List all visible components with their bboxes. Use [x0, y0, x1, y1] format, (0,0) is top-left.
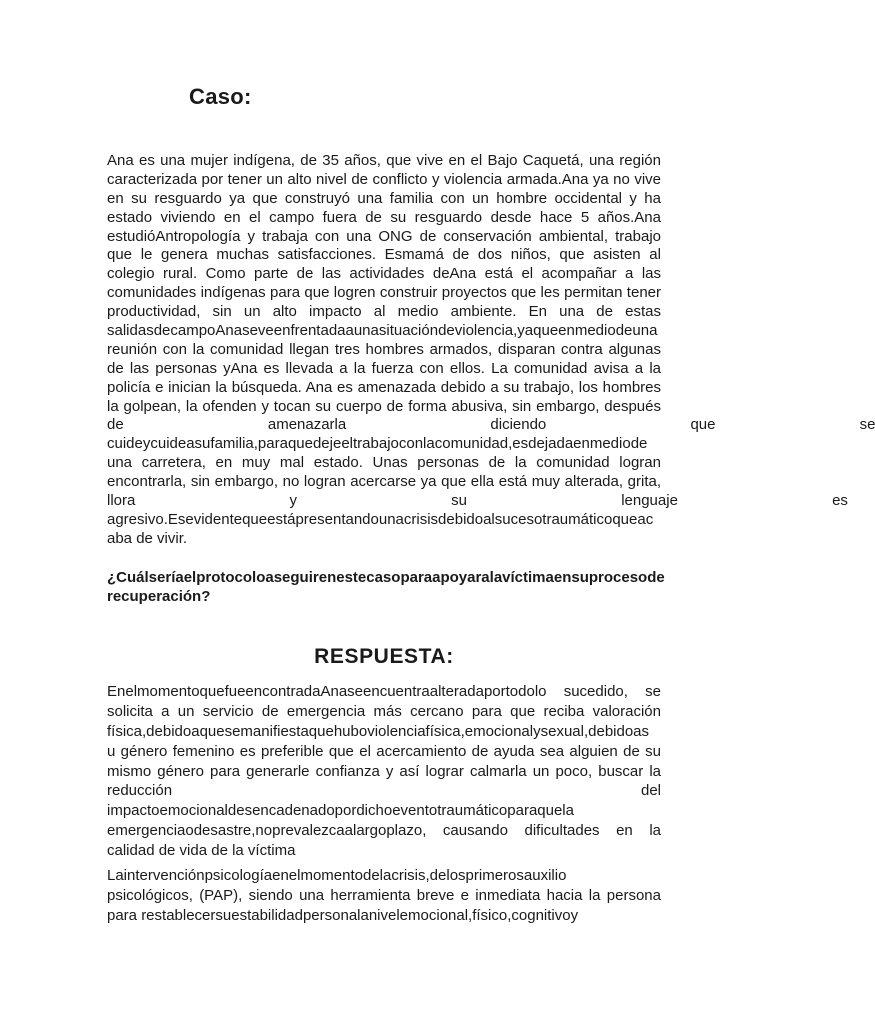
answer-line: Laintervenciónpsicologíaenelmomentodelacrisis,delosprimerosauxilio	[107, 867, 567, 884]
case-line: reunión con la comunidad llegan tres hombres armados, disparan contra algunas	[107, 340, 661, 358]
answer-line: u género femenino es preferible que el acercamiento de ayuda sea alguien de su	[107, 742, 661, 760]
case-line: de amenazarla diciendo que se	[107, 416, 875, 434]
case-line: encontrarla, sin embargo, no logran acercarse ya que ella está muy alterada, grita,	[107, 473, 661, 491]
case-line: comunidades indígenas para que logren construir proyectos que les permitan tener	[107, 284, 661, 302]
case-line: estudióAntropología y trabaja con una ONG de conservación ambiental, trabajo	[107, 227, 661, 245]
case-heading: Caso:	[189, 84, 252, 109]
case-line: de las personas yAna es llevada a la fuerza con ellos. La comunidad avisa a la	[107, 359, 661, 377]
case-line: llora y su lenguaje es	[107, 492, 848, 510]
case-line: productividad, sin un alto impacto al medio ambiente. En una de estas	[107, 303, 661, 321]
answer-line: para restablecersuestabilidadpersonalanivelemocional,físico,cognitivoy	[107, 906, 579, 924]
case-question	[107, 568, 665, 606]
case-line: Ana es una mujer indígena, de 35 años, que vive en el Bajo Caquetá, una región	[107, 152, 661, 169]
answer-line: reducción del	[107, 782, 661, 800]
case-line: agresivo.Esevidentequeestápresentandounacrisisdebidoalsucesotraumáticoqueac	[107, 510, 654, 528]
answer-line: impactoemocionaldesencadenadopordichoeventotraumáticoparaquela	[107, 802, 574, 820]
case-line: en su resguardo ya que construyó una familia con un hombre occidental y ha	[107, 189, 661, 207]
answer-line: psicológicos, (PAP), siendo una herramienta breve e inmediata hacia la persona	[107, 886, 661, 904]
case-line: policía e inician la búsqueda. Ana es amenazada debido a su trabajo, los hombres	[107, 378, 661, 396]
case-line: colegio rural. Como parte de las actividades deAna está el acompañar a las	[107, 265, 661, 283]
answer-line: física,debidoaquesemanifiestaquehuboviolenciafísica,emocionalysexual,debidoas	[107, 722, 650, 740]
case-line: estado viviendo en el campo fuera de su resguardo desde hace 5 años.Ana	[107, 208, 661, 226]
answer-heading: RESPUESTA:	[314, 645, 454, 668]
answer-line: mismo género para generarle confianza y así lograr calmarla un poco, buscar la	[107, 762, 661, 780]
question-line: recuperación?	[107, 588, 211, 605]
answer-line: solicita a un servicio de emergencia más cercano para que reciba valoración	[107, 702, 661, 720]
case-description	[107, 152, 875, 549]
case-line: la golpean, la ofenden y tocan su cuerpo de forma abusiva, sin embargo, después	[107, 397, 661, 415]
answer-line: calidad de vida de la víctima	[107, 842, 296, 860]
case-line: aba de vivir.	[107, 529, 188, 547]
case-line: que le genera muchas satisfacciones. Esmamá de dos niños, que asisten al	[107, 246, 661, 264]
case-line: una carretera, en muy mal estado. Unas personas de la comunidad logran	[107, 454, 661, 472]
answer-line: emergenciaodesastre,noprevalezcaalargoplazo, causando dificultades en la	[107, 822, 661, 840]
case-line: cuideycuideasufamilia,paraquedejeeltrabajoconlacomunidad,esdejadaenmediode	[107, 435, 648, 453]
case-line: salidasdecampoAnaseveenfrentadaaunasituacióndeviolencia,yaqueenmediodeuna	[107, 322, 658, 340]
answer-line: EnelmomentoquefueencontradaAnaseencuentraalteradaportodolo sucedido, se	[107, 683, 661, 700]
case-line: caracterizada por tener un alto nivel de conflicto y violencia armada.Ana ya no vive	[107, 170, 661, 188]
answer-paragraph-1	[107, 682, 661, 861]
answer-paragraph-2	[107, 866, 661, 926]
question-line: ¿Cuálseríaelprotocoloaseguirenestecasoparaapoyaralavíctimaensuprocesode	[107, 569, 665, 586]
